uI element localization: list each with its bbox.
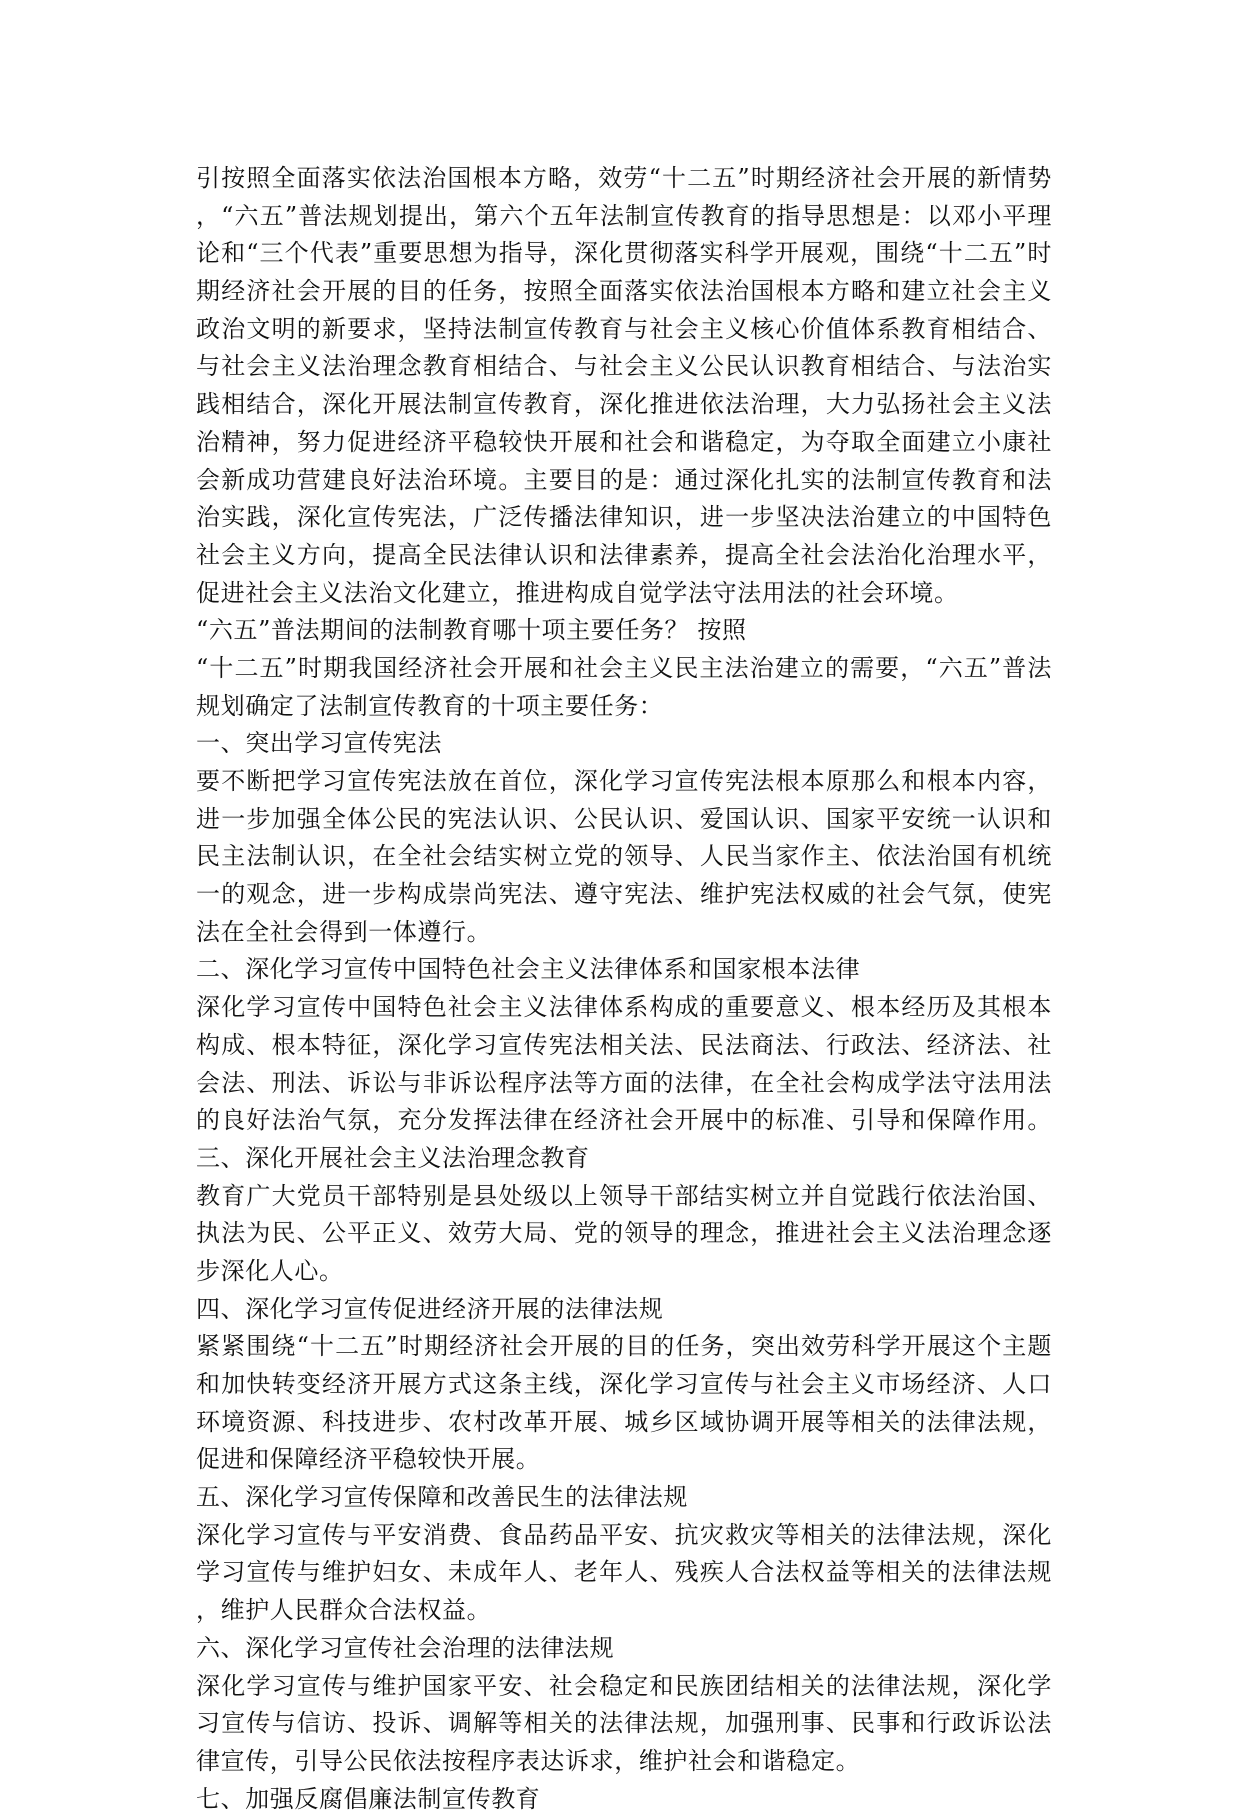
text-line: 习宣传与信访、投诉、调解等相关的法律法规，加强刑事、民事和行政诉讼法 <box>196 1709 1052 1738</box>
text-line: 六、深化学习宣传社会治理的法律法规 <box>196 1633 615 1662</box>
text-line: 深化学习宣传与平安消费、食品药品平安、抗灾救灾等相关的法律法规，深化 <box>196 1520 1052 1549</box>
text-line: 七、加强反腐倡廉法制宣传教育 <box>196 1784 541 1813</box>
text-line: 和加快转变经济开展方式这条主线，深化学习宣传与社会主义市场经济、人口 <box>196 1370 1052 1398</box>
text-line: 进一步加强全体公民的宪法认识、公民认识、爱国认识、国家平安统一认识和 <box>196 804 1052 833</box>
text-line: 律宣传，引导公民依法按程序表达诉求，维护社会和谐稳定。 <box>196 1746 861 1775</box>
text-line: 学习宣传与维护妇女、未成年人、老年人、残疾人合法权益等相关的法律法规 <box>196 1558 1052 1587</box>
text-line: 二、深化学习宣传中国特色社会主义法律体系和国家根本法律 <box>196 955 861 984</box>
text-line: 会法、刑法、诉讼与非诉讼程序法等方面的法律，在全社会构成学法守法用法 <box>196 1068 1052 1097</box>
text-line: 与社会主义法治理念教育相结合、与社会主义公民认识教育相结合、与法治实 <box>196 352 1052 381</box>
text-line: 治精神，努力促进经济平稳较快开展和社会和谐稳定，为夺取全面建立小康社 <box>196 427 1052 456</box>
text-line: 构成、根本特征，深化学习宣传宪法相关法、民法商法、行政法、经济法、社 <box>196 1030 1052 1059</box>
document-body <box>196 160 1052 1818</box>
text-line: 教育广大党员干部特别是县处级以上领导干部结实树立并自觉践行依法治国、 <box>196 1181 1052 1210</box>
text-line: 规划确定了法制宣传教育的十项主要任务： <box>196 691 664 720</box>
text-line: 政治文明的新要求，坚持法制宣传教育与社会主义核心价值体系教育相结合、 <box>196 314 1052 343</box>
text-line: 治实践，深化宣传宪法，广泛传播法律知识，进一步坚决法治建立的中国特色 <box>196 503 1052 532</box>
text-line: 法在全社会得到一体遵行。 <box>196 917 492 946</box>
text-line: 要不断把学习宣传宪法放在首位，深化学习宣传宪法根本原那么和根本内容， <box>196 767 1052 795</box>
text-line: 论和“三个代表”重要思想为指导，深化贯彻落实科学开展观，围绕“十二五”时 <box>196 239 1052 268</box>
text-line: 五、深化学习宣传保障和改善民生的法律法规 <box>196 1483 688 1512</box>
text-line: 民主法制认识，在全社会结实树立党的领导、人民当家作主、依法治国有机统 <box>196 842 1052 871</box>
text-line: ，维护人民群众合法权益。 <box>196 1596 492 1625</box>
text-line: 一、突出学习宣传宪法 <box>196 729 442 758</box>
text-line: “十二五”时期我国经济社会开展和社会主义民主法治建立的需要，“六五”普法 <box>196 653 1052 682</box>
text-line: 促进社会主义法治文化建立，推进构成自觉学法守法用法的社会环境。 <box>196 578 959 607</box>
text-line: “六五”普法期间的法制教育哪十项主要任务？ 按照 <box>196 616 747 645</box>
text-line: 践相结合，深化开展法制宣传教育，深化推进依法治理，大力弘扬社会主义法 <box>196 390 1052 419</box>
text-line: 的良好法治气氛，充分发挥法律在经济社会开展中的标准、引导和保障作用。 <box>196 1106 1052 1135</box>
text-line: 促进和保障经济平稳较快开展。 <box>196 1445 541 1474</box>
text-line: 期经济社会开展的目的任务，按照全面落实依法治国根本方略和建立社会主义 <box>196 277 1052 306</box>
text-line: 深化学习宣传与维护国家平安、社会稳定和民族团结相关的法律法规，深化学 <box>196 1671 1052 1700</box>
text-line: 会新成功营建良好法治环境。主要目的是：通过深化扎实的法制宣传教育和法 <box>196 465 1052 494</box>
text-line: 一的观念，进一步构成崇尚宪法、遵守宪法、维护宪法权威的社会气氛，使宪 <box>196 880 1052 909</box>
text-line: 三、深化开展社会主义法治理念教育 <box>196 1143 590 1172</box>
text-line: 环境资源、科技进步、农村改革开展、城乡区域协调开展等相关的法律法规， <box>196 1407 1052 1436</box>
text-line: 执法为民、公平正义、效劳大局、党的领导的理念，推进社会主义法治理念逐 <box>196 1219 1052 1248</box>
text-line: 紧紧围绕“十二五”时期经济社会开展的目的任务，突出效劳科学开展这个主题 <box>196 1332 1052 1361</box>
text-line: 步深化人心。 <box>196 1256 344 1285</box>
text-line: ，“六五”普法规划提出，第六个五年法制宣传教育的指导思想是：以邓小平理 <box>196 201 1052 230</box>
text-line: 深化学习宣传中国特色社会主义法律体系构成的重要意义、根本经历及其根本 <box>196 993 1052 1022</box>
text-line: 社会主义方向，提高全民法律认识和法律素养，提高全社会法治化治理水平， <box>196 540 1052 569</box>
text-line: 引按照全面落实依法治国根本方略，效劳“十二五”时期经济社会开展的新情势 <box>196 164 1052 192</box>
text-line: 四、深化学习宣传促进经济开展的法律法规 <box>196 1294 664 1323</box>
